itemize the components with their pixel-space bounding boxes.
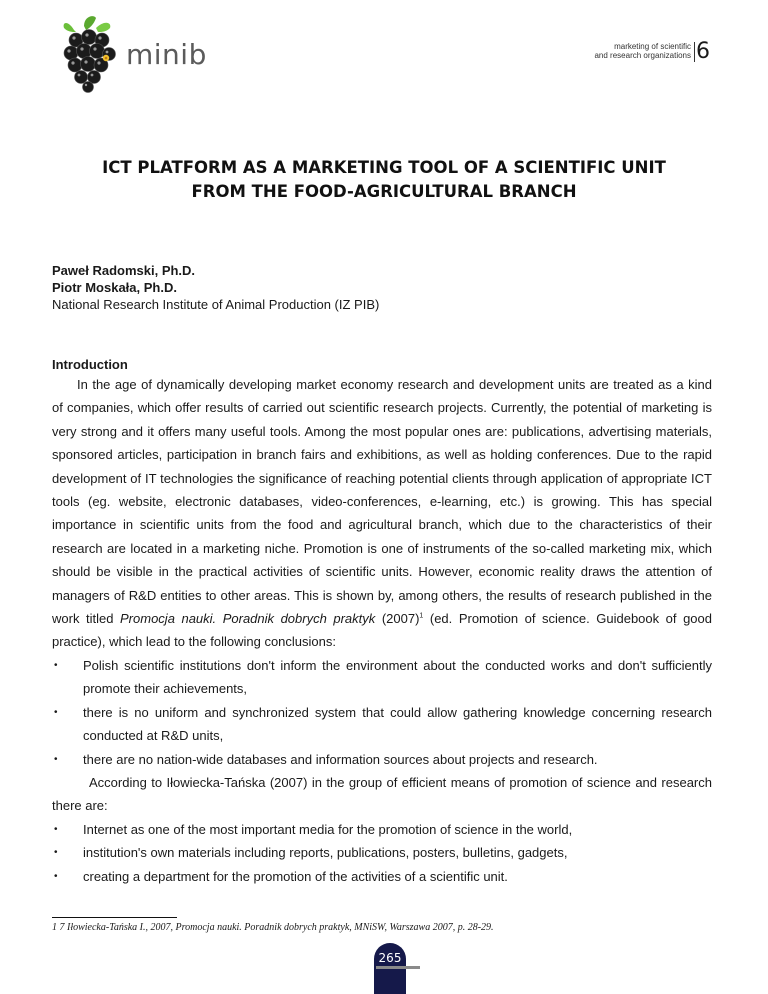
blackberry-logo-icon (60, 14, 130, 94)
footnote: 1 7 Iłowiecka-Tańska I., 2007, Promocja nauki. Poradnik dobrych praktyk, MNiSW, Warszawa 2007, p. 28-29. (52, 922, 494, 933)
list-item (52, 748, 712, 771)
list-item-text: Polish scientific institutions don't inform the environment about the conducted works and don't sufficiently promote their achievements, (83, 657, 712, 697)
author-name: Piotr Moskała, Ph.D. (52, 280, 177, 295)
second-paragraph: According to Iłowiecka-Tańska (2007) in the group of efficient means of promotion of science and research there are: (52, 774, 712, 814)
author-block (52, 262, 712, 313)
page-number: 265 (378, 951, 402, 965)
list-item (52, 841, 712, 864)
bullet-icon: • (54, 847, 58, 859)
title-line-1: ICT PLATFORM AS A MARKETING TOOL OF A SCIENTIFIC UNIT (102, 158, 666, 177)
cited-work-title: Promocja nauki. Poradnik dobrych praktyk (120, 611, 376, 627)
list-item (52, 818, 712, 841)
series-header (594, 39, 710, 64)
bullet-icon: • (54, 659, 58, 671)
list-item-text: there are no nation-wide databases and information sources about projects and research. (83, 751, 598, 767)
series-line-2: and research organizations (594, 51, 691, 60)
minib-logo (60, 14, 220, 94)
series-line-1: marketing of scientific (614, 42, 691, 51)
bullet-icon: • (54, 753, 58, 765)
list-item-text: Internet as one of the most important media for the promotion of science in the world, (83, 821, 573, 837)
list-item-text: there is no uniform and synchronized system that could allow gathering knowledge concerning research conducted at R&D units, (83, 704, 712, 744)
footnote-marker[interactable]: 1 (419, 612, 424, 620)
intro-text: In the age of dynamically developing market economy research and development units are treated as a kind of companies, which offer results of carried out scientific research projects. Currently, the potential of marketing is very strong and it offers many useful tools. Among the most popular ones are: publications, advertising materials, sponsored articles, participation in branch fairs and exhibitions, as well as holding conferences. Due to the rapid development of IT technologies the significance of reaching potential clients through application of appropriate ICT tools (eg. website, electronic databases, video-conferences, e-learning, etc.) is growing. This has special importance in scientific units from the food and agricultural branch, which due to the characteristics of their research are located in a marketing niche. Promotion is one of instruments of the so-called marketing mix, which should be visible in the practical activities of scientific units. However, economic reality draws the attention of managers of R&D entities to other areas. This is shown by, among others, the results of research published in the work titled (52, 377, 712, 627)
intro-text-end: (ed. Promotion of science. Guidebook of good practice), which lead to the following conclusions: (52, 611, 712, 650)
bullet-icon: • (54, 823, 58, 835)
article-title (60, 156, 708, 204)
bullet-icon: • (54, 706, 58, 718)
list-item (52, 701, 712, 748)
list-item-text: institution's own materials including reports, publications, posters, bulletins, gadgets, (83, 845, 568, 861)
page-number-bar (376, 966, 420, 969)
list-item-text: creating a department for the promotion of the activities of a scientific unit. (83, 868, 508, 884)
list-item (52, 865, 712, 888)
list-item (52, 654, 712, 701)
footnote-divider (52, 917, 177, 918)
author-affiliation: National Research Institute of Animal Production (IZ PIB) (52, 297, 380, 312)
intro-text-year: (2007) (375, 611, 420, 627)
author-name: Paweł Radomski, Ph.D. (52, 263, 196, 278)
means-list (52, 818, 712, 888)
conclusions-list (52, 654, 712, 771)
article-body (52, 356, 712, 888)
series-title (594, 42, 691, 60)
title-line-2: FROM THE FOOD-AGRICULTURAL BRANCH (191, 182, 577, 201)
issue-number: 6 (696, 39, 710, 64)
bullet-icon: • (54, 870, 58, 882)
intro-paragraph (52, 373, 712, 654)
section-heading: Introduction (52, 357, 128, 372)
logo-wordmark: minib (126, 38, 207, 71)
